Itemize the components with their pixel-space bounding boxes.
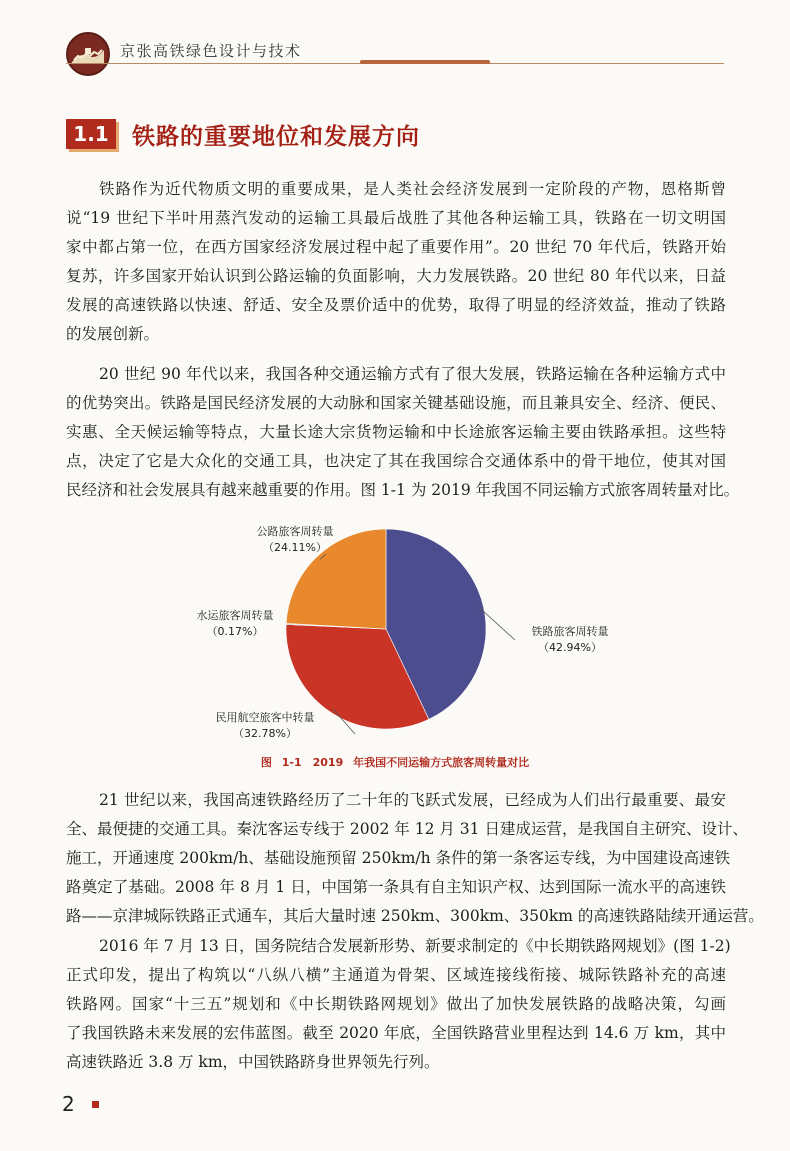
paragraph-4 — [66, 932, 731, 1077]
label-water-name: 水运旅客周转量 — [196, 609, 274, 622]
label-road — [240, 524, 350, 556]
section-title: 铁路的重要地位和发展方向 — [132, 122, 420, 150]
label-air-pct: （32.78%） — [233, 727, 297, 740]
label-water-pct: （0.17%） — [206, 625, 264, 638]
label-water — [180, 608, 290, 640]
text-line: 实惠、全天候运输等特点，大量长途大宗货物运输和中长途旅客运输主要由铁路承担。这些特 — [66, 423, 726, 441]
text-line: 全、最便捷的交通工具。秦沈客运专线于 2002 年 12 月 31 日建成运营，是我国自主研究、设计、 — [66, 820, 748, 838]
book-title: 京张高铁绿色设计与技术 — [120, 42, 302, 60]
label-rail — [510, 624, 630, 656]
text-line: 21 世纪以来，我国高速铁路经历了二十年的飞跃式发展，已经成为人们出行最重要、最安 — [99, 791, 726, 809]
text-line: 点，决定了它是大众化的交通工具，也决定了其在我国综合交通体系中的骨干地位，使其对国 — [66, 452, 726, 470]
text-line: 施工，开通速度 200km/h、基础设施预留 250km/h 条件的第一条客运专线，为中国建设高速铁 — [66, 849, 731, 867]
paragraph-3 — [66, 786, 764, 931]
text-line: 正式印发，提出了构筑以“八纵八横”主通道为骨架、区域连接线衔接、城际铁路补充的高速 — [66, 966, 726, 984]
paragraph-1 — [66, 175, 726, 349]
label-rail-name: 铁路旅客周转量 — [531, 625, 609, 638]
text-line: 铁路网。国家“十三五”规划和《中长期铁路网规划》做出了加快发展铁路的战略决策，勾画 — [66, 995, 726, 1013]
text-line: 家中都占第一位，在西方国家经济发展过程中起了重要作用”。20 世纪 70 年代后，铁路开始 — [66, 238, 726, 256]
pie-chart — [150, 512, 640, 752]
text-line: 了我国铁路未来发展的宏伟蓝图。截至 2020 年底，全国铁路营业里程达到 14.6 万 km，其中 — [66, 1024, 726, 1042]
text-line: 铁路作为近代物质文明的重要成果，是人类社会经济发展到一定阶段的产物，恩格斯曾 — [99, 180, 726, 198]
text-line: 的发展创新。 — [66, 325, 160, 343]
page-header — [0, 0, 790, 80]
text-line: 复苏，许多国家开始认识到公路运输的负面影响，大力发展铁路。20 世纪 80 年代以来，日益 — [66, 267, 726, 285]
section-number: 1.1 — [66, 119, 116, 149]
section-heading — [66, 118, 420, 150]
text-line: 20 世纪 90 年代以来，我国各种交通运输方式有了很大发展，铁路运输在各种运输方式中 — [99, 365, 726, 383]
label-road-name: 公路旅客周转量 — [256, 525, 334, 538]
label-air-name: 民用航空旅客中转量 — [215, 711, 315, 724]
page-marker-icon — [92, 1101, 99, 1108]
great-wall-logo-icon — [66, 32, 110, 76]
text-line: 2016 年 7 月 13 日，国务院结合发展新形势、新要求制定的《中长期铁路网规划》(图 1-2) — [99, 937, 731, 955]
label-rail-pct: （42.94%） — [538, 641, 602, 654]
text-line: 高速铁路近 3.8 万 km，中国铁路跻身世界领先行列。 — [66, 1053, 440, 1071]
label-road-pct: （24.11%） — [263, 541, 327, 554]
text-line: 说“19 世纪下半叶用蒸汽发动的运输工具最后战胜了其他各种运输工具，铁路在一切文明国 — [66, 209, 726, 227]
text-line: 路——京津城际铁路正式通车，其后大量时速 250km、300km、350km 的高速铁路陆续开通运营。 — [66, 907, 764, 925]
text-line: 发展的高速铁路以快速、舒适、安全及票价适中的优势，取得了明显的经济效益，推动了铁路 — [66, 296, 726, 314]
label-air — [200, 710, 330, 742]
text-line: 的优势突出。铁路是国民经济发展的大动脉和国家关键基础设施，而且兼具安全、经济、便民、 — [66, 394, 726, 412]
page-number: 2 — [62, 1092, 75, 1116]
text-line: 路奠定了基础。2008 年 8 月 1 日，中国第一条具有自主知识产权、达到国际一流水平的高速铁 — [66, 878, 726, 896]
figure-caption: 图 1-1 2019 年我国不同运输方式旅客周转量对比 — [260, 756, 530, 769]
header-accent-bar — [360, 60, 490, 64]
text-line: 民经济和社会发展具有越来越重要的作用。图 1-1 为 2019 年我国不同运输方式旅客周转量对比。 — [66, 481, 740, 499]
paragraph-2 — [66, 360, 740, 505]
